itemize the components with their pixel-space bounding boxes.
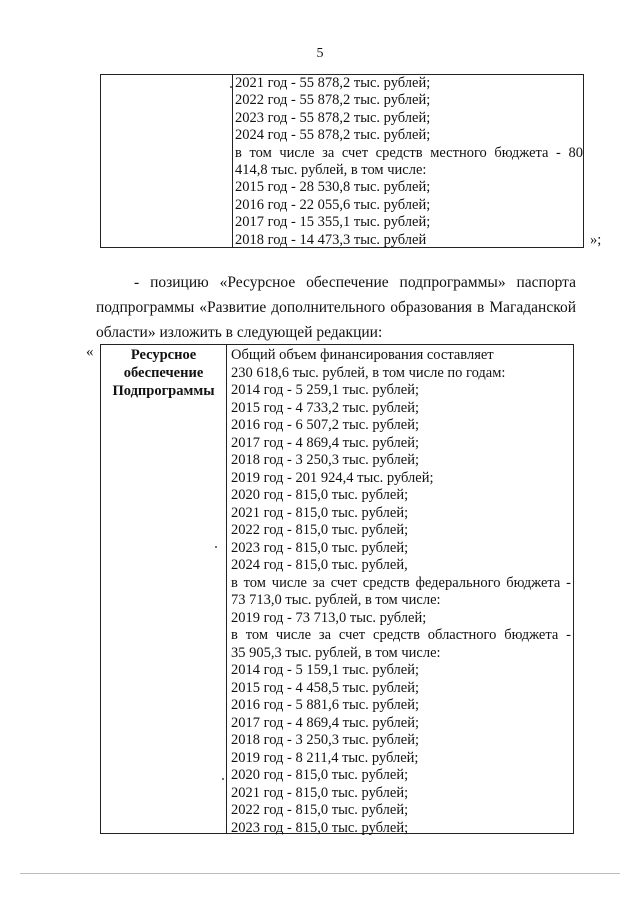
table-line: 2023 год - 815,0 тыс. рублей; [231, 539, 409, 556]
table-line: 2018 год - 3 250,3 тыс. рублей; [231, 452, 419, 468]
table-line: 2015 год - 4 458,5 тыс. рублей; [231, 679, 419, 696]
table-line: 2014 год - 5 259,1 тыс. рублей; [231, 382, 419, 398]
table-line: 2019 год - 201 924,4 тыс. рублей; [231, 469, 434, 486]
table-value-cell [231, 347, 571, 837]
closing-quote: »; [590, 232, 602, 248]
table-line: 414,8 тыс. рублей, в том числе: [235, 162, 427, 179]
table-line: 2020 год - 815,0 тыс. рублей; [231, 487, 409, 503]
table-value-cell [235, 75, 583, 249]
table-line: 2018 год - 14 473,3 тыс. рублей [235, 231, 427, 248]
heading-line: Подпрограммы [112, 383, 215, 399]
instruction-paragraph [96, 270, 576, 345]
table-line: 2019 год - 73 713,0 тыс. рублей; [231, 609, 427, 626]
table-line: 73 713,0 тыс. рублей, в том числе: [231, 592, 441, 608]
table-line: 2017 год - 4 869,4 тыс. рублей; [231, 714, 419, 731]
table-line: 2018 год - 3 250,3 тыс. рублей; [231, 732, 419, 748]
table-line: 2022 год - 815,0 тыс. рублей; [231, 802, 409, 818]
funding-table-continued [100, 74, 584, 248]
table-line: 35 905,3 тыс. рублей, в том числе: [231, 644, 441, 661]
table-line: 2021 год - 815,0 тыс. рублей; [231, 784, 409, 801]
table-line: 2021 год - 55 878,2 тыс. рублей; [235, 75, 431, 91]
page-bottom-rule [20, 873, 620, 874]
table-line: 2019 год - 8 211,4 тыс. рублей; [231, 749, 419, 766]
table-line: 2017 год - 15 355,1 тыс. рублей; [235, 214, 431, 231]
table-line: 2016 год - 22 055,6 тыс. рублей; [235, 196, 431, 213]
table-line: 2022 год - 815,0 тыс. рублей; [231, 522, 409, 538]
paragraph-line: подпрограммы «Развитие дополнительного образования в Магаданской [96, 299, 576, 316]
table-line: 2016 год - 5 881,6 тыс. рублей; [231, 697, 419, 713]
heading-line: обеспечение [123, 365, 204, 381]
table-label-cell [101, 75, 233, 247]
table-line: 230 618,6 тыс. рублей, в том числе по годам: [231, 364, 506, 381]
table-line: 2015 год - 28 530,8 тыс. рублей; [235, 179, 431, 196]
scan-speck [222, 778, 224, 780]
table-line: в том числе за счет средств областного бюджета - [231, 627, 571, 643]
table-line: 2014 год - 5 159,1 тыс. рублей; [231, 662, 419, 678]
paragraph-line: области» изложить в следующей редакции: [96, 324, 383, 341]
table-line: в том числе за счет средств федерального бюджета - [231, 574, 571, 591]
page-number: 5 [316, 46, 324, 61]
opening-quote: « [86, 344, 94, 360]
table-line: Общий объем финансирования составляет [231, 347, 494, 363]
resource-provision-table [100, 344, 574, 834]
heading-line: Ресурсное [130, 347, 197, 363]
paragraph-line: - позицию «Ресурсное обеспечение подпрограммы» паспорта [134, 274, 576, 291]
table-line: 2024 год - 815,0 тыс. рублей, [231, 557, 408, 573]
table-line: 2021 год - 815,0 тыс. рублей; [231, 504, 409, 521]
table-line: 2017 год - 4 869,4 тыс. рублей; [231, 434, 419, 451]
table-line: 2023 год - 815,0 тыс. рублей; [231, 819, 409, 836]
table-line: 2022 год - 55 878,2 тыс. рублей; [235, 92, 431, 109]
table-line: в том числе за счет средств местного бюджета - 80 [235, 144, 583, 161]
table-line: 2024 год - 55 878,2 тыс. рублей; [235, 127, 431, 144]
table-line: 2020 год - 815,0 тыс. рублей; [231, 767, 409, 783]
table-line: 2023 год - 55 878,2 тыс. рублей; [235, 109, 431, 126]
scan-speck [230, 86, 232, 88]
table-line: 2016 год - 6 507,2 тыс. рублей; [231, 417, 419, 433]
scan-speck [215, 546, 217, 548]
table-line: 2015 год - 4 733,2 тыс. рублей; [231, 399, 419, 416]
table-heading-cell [101, 345, 227, 833]
